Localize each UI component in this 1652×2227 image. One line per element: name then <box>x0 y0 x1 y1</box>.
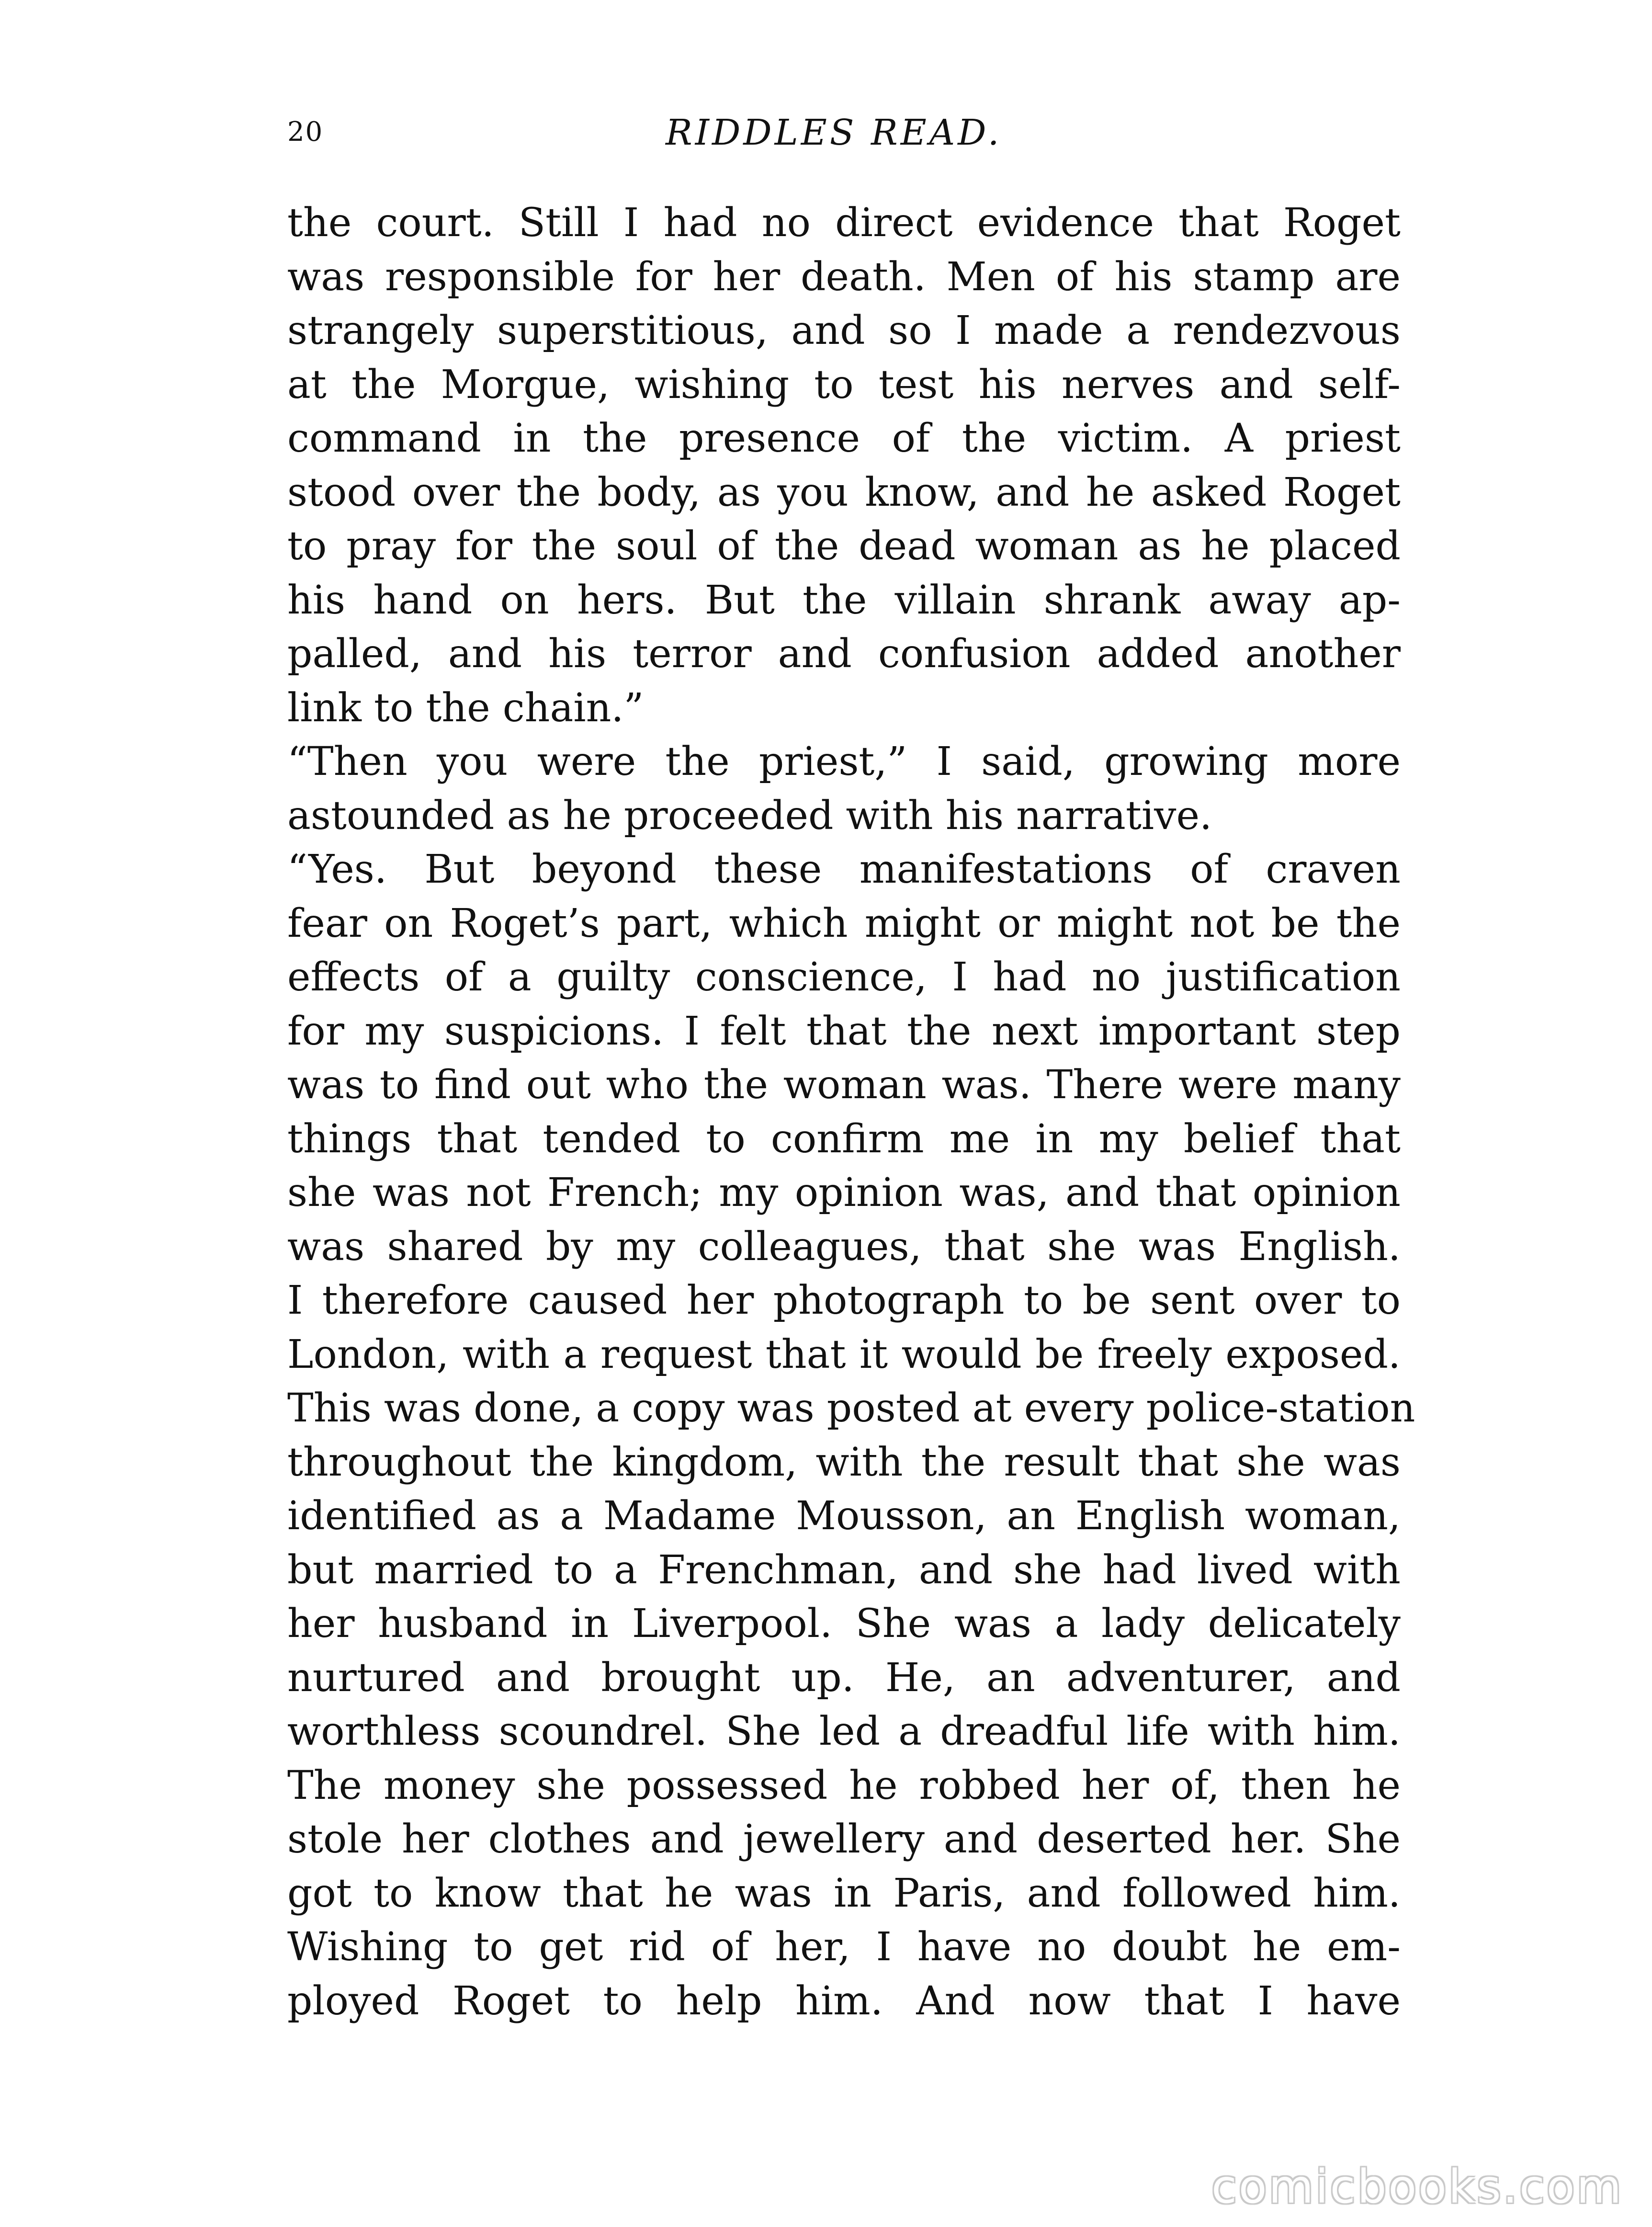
text-line: his hand on hers. But the villain shrank away ap- <box>287 577 1401 623</box>
text-line: This was done, a copy was posted at every police-station <box>287 1386 1415 1431</box>
text-line: stood over the body, as you know, and he asked Roget <box>287 469 1401 515</box>
text-line: worthless scoundrel. She led a dreadful life with him. <box>287 1709 1401 1754</box>
text-line: command in the presence of the victim. A priest <box>287 416 1401 461</box>
text-line: “Yes. But beyond these manifestations of craven <box>287 847 1401 892</box>
text-line: “Then you were the priest,” I said, growing more <box>287 739 1401 784</box>
running-head: RIDDLES READ. <box>666 112 1002 153</box>
text-line: London, with a request that it would be freely exposed. <box>287 1331 1401 1377</box>
text-line: astounded as he proceeded with his narrative. <box>287 793 1212 839</box>
text-line: I therefore caused her photograph to be sent over to <box>287 1278 1401 1323</box>
text-line: was to find out who the woman was. There were many <box>287 1062 1401 1108</box>
text-line: ployed Roget to help him. And now that I have <box>287 1978 1401 2024</box>
text-line: for my suspicions. I felt that the next important step <box>287 1008 1401 1054</box>
text-line: effects of a guilty conscience, I had no justification <box>287 954 1401 1000</box>
text-line: link to the chain.” <box>287 685 644 731</box>
text-line: was responsible for her death. Men of his stamp are <box>287 254 1401 300</box>
text-line: but married to a Frenchman, and she had lived with <box>287 1547 1401 1593</box>
body-text <box>287 196 1415 2028</box>
text-line: throughout the kingdom, with the result that she was <box>287 1439 1401 1485</box>
text-line: was shared by my colleagues, that she was English. <box>287 1224 1401 1270</box>
text-line: she was not French; my opinion was, and that opinion <box>287 1170 1401 1216</box>
text-line: The money she possessed he robbed her of, then he <box>287 1762 1401 1808</box>
text-line: nurtured and brought up. He, an adventurer, and <box>287 1655 1401 1701</box>
text-line: got to know that he was in Paris, and followed him. <box>287 1870 1401 1916</box>
text-line: Wishing to get rid of her, I have no doubt he em- <box>287 1924 1401 1970</box>
text-line: to pray for the soul of the dead woman as he placed <box>287 523 1401 569</box>
text-line: strangely superstitious, and so I made a rendezvous <box>287 308 1401 353</box>
watermark: comicbooks.com <box>1211 2160 1623 2214</box>
text-line: her husband in Liverpool. She was a lady delicately <box>287 1601 1401 1647</box>
text-line: the court. Still I had no direct evidence that Roget <box>287 200 1401 246</box>
text-line: fear on Roget’s part, which might or might not be the <box>287 900 1401 946</box>
page-number: 20 <box>287 116 324 148</box>
text-line: stole her clothes and jewellery and deserted her. She <box>287 1817 1401 1862</box>
text-line: palled, and his terror and confusion added another <box>287 631 1401 677</box>
text-line: at the Morgue, wishing to test his nerves and self- <box>287 362 1401 408</box>
text-line: things that tended to confirm me in my belief that <box>287 1116 1401 1162</box>
text-line: identified as a Madame Mousson, an English woman, <box>287 1493 1401 1539</box>
